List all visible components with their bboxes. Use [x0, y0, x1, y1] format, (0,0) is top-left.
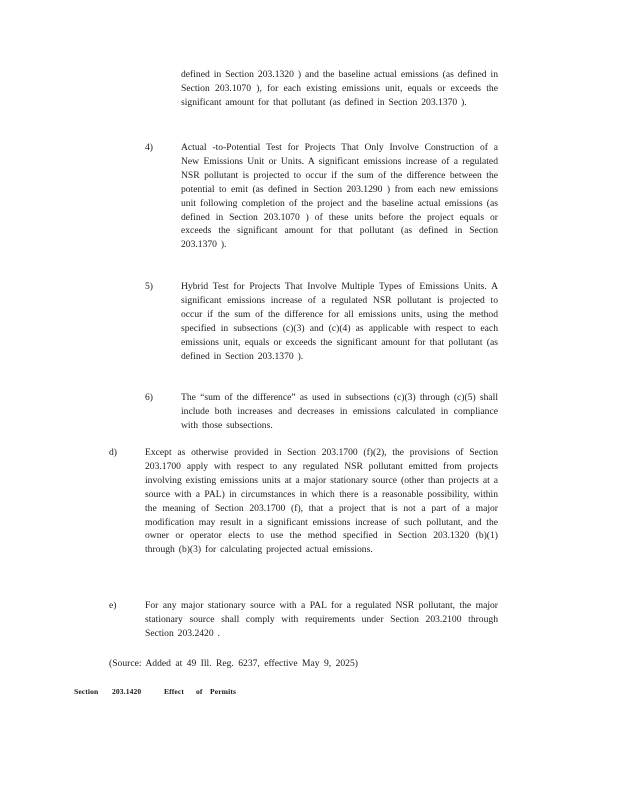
item-5-paragraph: Hybrid Test for Projects That Involve Multiple Types of Emissions Units. A significant emissions increase of a regulated NSR pollutant is projected to occur if the sum of the difference for all emissions units, using the method specified in subsections (c)(3) and (c)(4) as applicable with respect to each emissions unit, equals or exceeds the significant amount for that pollutant (as defined in Section 203.1370 ).: [181, 281, 498, 362]
subsection-d-paragraph: Except as otherwise provided in Section 203.1700 (f)(2), the provisions of Section 203.1700 apply with respect to any regulated NSR pollutant emitted from projects involving existing emissions units at a major stationary source (other than projects at a source with a PAL) in circumstances in which there is a reasonable possibility, within the meaning of Section 203.1700 (f), that a project that is not a part of a major modification may result in a significant emissions increase of such pollutant, and the owner or operator elects to use the method specified in Section 203.1320 (b)(1) through (b)(3) for calculating projected actual emissions.: [145, 447, 498, 556]
subsection-e-paragraph: For any major stationary source with a PAL for a regulated NSR pollutant, the major stationary source shall comply with requirements under Section 203.2100 through Section 203.2420 .: [145, 600, 498, 639]
subsection-letter-e: e): [109, 600, 117, 611]
item-number-4: 4): [145, 142, 153, 153]
section-title-word-2: of: [196, 687, 203, 696]
section-title-word-1: Effect: [164, 687, 184, 696]
section-label: Section: [74, 687, 99, 696]
item-4-paragraph: Actual -to-Potential Test for Projects That Only Involve Construction of a New Emissions Unit or Units. A significant emissions increase of a regulated NSR pollutant is projected to occur if the sum of the difference between the potential to emit (as defined in Section 203.1290 ) from each new emissions unit following completion of the project and the baseline actual emissions (as defined in Section 203.1070 ) of these units before the project equals or exceeds the significant amount for that pollutant (as defined in Section 203.1370 ).: [181, 142, 498, 251]
section-title-word-3: Permits: [210, 687, 236, 696]
section-number: 203.1420: [112, 687, 142, 696]
subsection-letter-d: d): [109, 447, 117, 458]
source-note: (Source: Added at 49 Ill. Reg. 6237, effective May 9, 2025): [109, 658, 358, 669]
item-6-paragraph: The “sum of the difference” as used in subsections (c)(3) through (c)(5) shall include both increases and decreases in emissions calculated in compliance with those subsections.: [181, 392, 498, 431]
item-number-6: 6): [145, 392, 153, 403]
continuation-paragraph: defined in Section 203.1320 ) and the baseline actual emissions (as defined in Section 203.1070 ), for each existing emissions unit, equals or exceeds the significant amount for that pollutant (as defined in Section 203.1370 ).: [181, 69, 498, 108]
item-number-5: 5): [145, 281, 153, 292]
